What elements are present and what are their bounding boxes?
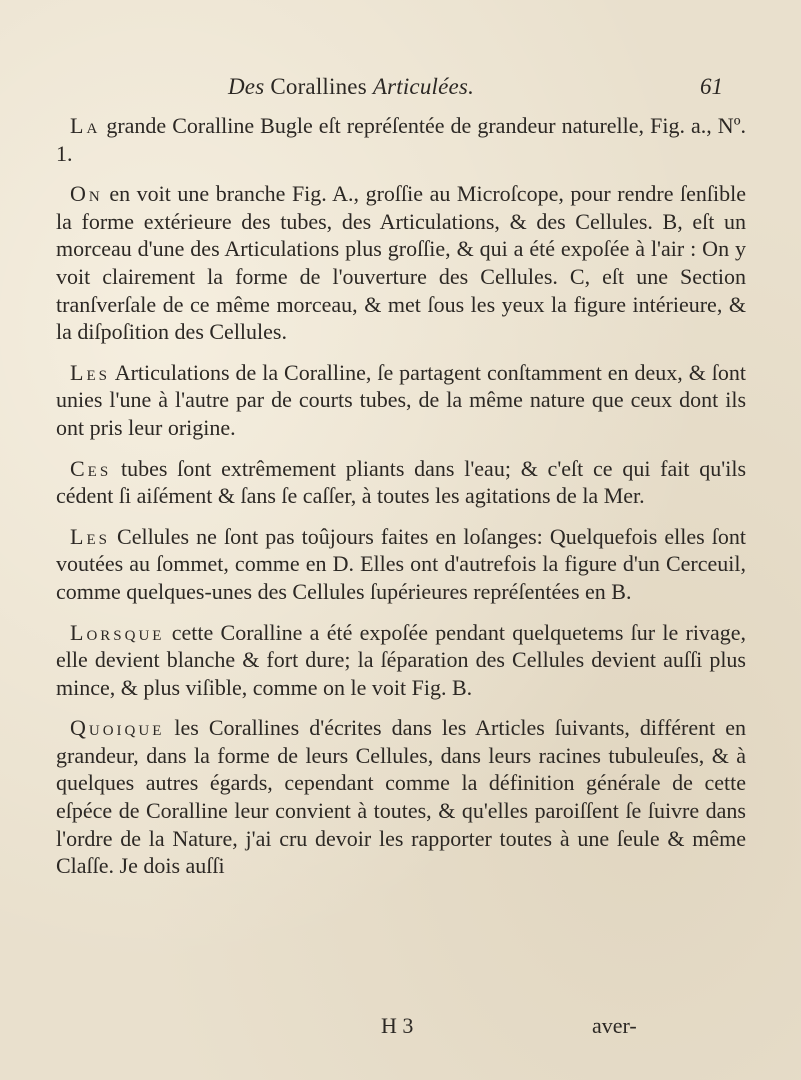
paragraph-lead: Lorsque xyxy=(70,619,165,645)
body-text xyxy=(56,112,746,893)
paragraph-text: Articulations de la Coralline, ſe partagent conſtamment en deux, & ſont unies l'une à l'autre par de courts tubes, de la même nature que ceux dont ils ont pris leur origine. xyxy=(56,359,746,440)
paragraph-lead: La xyxy=(70,113,101,138)
paragraph-lead: Les xyxy=(70,359,110,385)
paragraph-text: Cellules ne ſont pas toûjours faites en loſanges: Quelquefois elles ſont voutées au ſommet, comme en D. Elles ont d'autrefois la figure d'un Cerceuil, comme quelques-unes des Cellules ſupérieures repréſentées en B. xyxy=(56,523,747,604)
page-footer xyxy=(0,1013,801,1043)
paragraph-5 xyxy=(56,523,746,606)
paragraph-text: grande Coralline Bugle eſt repréſentée de grandeur naturelle, Fig. a., Nº. 1. xyxy=(56,113,747,166)
paragraph-text: les Corallines d'écrites dans les Articles ſuivants, différent en grandeur, dans la forme de leurs Cellules, dans leurs racines tubuleuſes, & à quelques autres égards, cependant comme la définition générale de cette eſpéce de Coralline leur convient à toutes, & qu'elles paroiſſent ſe ſuivre dans l'ordre de la Nature, j'ai cru devoir les rapporter toutes à une ſeule & même Claſſe. Je dois auſſi xyxy=(56,715,746,879)
paragraph-4 xyxy=(56,455,746,510)
running-title-des: Des xyxy=(228,74,265,99)
paragraph-1 xyxy=(56,112,746,167)
paragraph-6 xyxy=(56,619,746,702)
paragraph-7 xyxy=(56,714,746,880)
paragraph-2 xyxy=(56,180,746,346)
paragraph-lead: Les xyxy=(70,523,110,549)
paragraph-text: cette Coralline a été expoſée pendant quelquetems ſur le rivage, elle devient blanche & fort dure; la ſéparation des Cellules devient auſſi plus mince, & plus viſible, comme on le voit Fig. B. xyxy=(56,619,746,700)
paragraph-text: en voit une branche Fig. A., groſſie au Microſcope, pour rendre ſenſible la forme extérieure des tubes, des Articulations, & des Cellules. B, eſt un morceau d'une des Articulations plus groſſie, & qui a été expoſée à l'air : On y voit clairement la forme de l'ouverture des Cellules. C, eſt une Section tranſverſale de ce même morceau, & met ſous les yeux la figure intérieure, & la diſpoſition des Cellules. xyxy=(56,181,747,345)
running-title-corallines: Corallines xyxy=(270,74,367,99)
signature-mark: H 3 xyxy=(381,1013,414,1038)
paragraph-lead: On xyxy=(70,181,103,207)
paragraph-3 xyxy=(56,359,746,442)
running-title xyxy=(228,74,474,100)
paragraph-lead: Quoique xyxy=(70,715,165,741)
paragraph-text: tubes ſont extrêmement pliants dans l'eau; & c'eſt ce qui fait qu'ils cédent ſi aiſément & ſans ſe caſſer, à toutes les agitations de la Mer. xyxy=(56,455,747,509)
page-number: 61 xyxy=(700,74,723,99)
catchword: aver- xyxy=(592,1013,637,1038)
running-head xyxy=(0,74,801,104)
running-title-articulees: Articulées. xyxy=(372,74,475,99)
paragraph-lead: Ces xyxy=(70,455,112,481)
